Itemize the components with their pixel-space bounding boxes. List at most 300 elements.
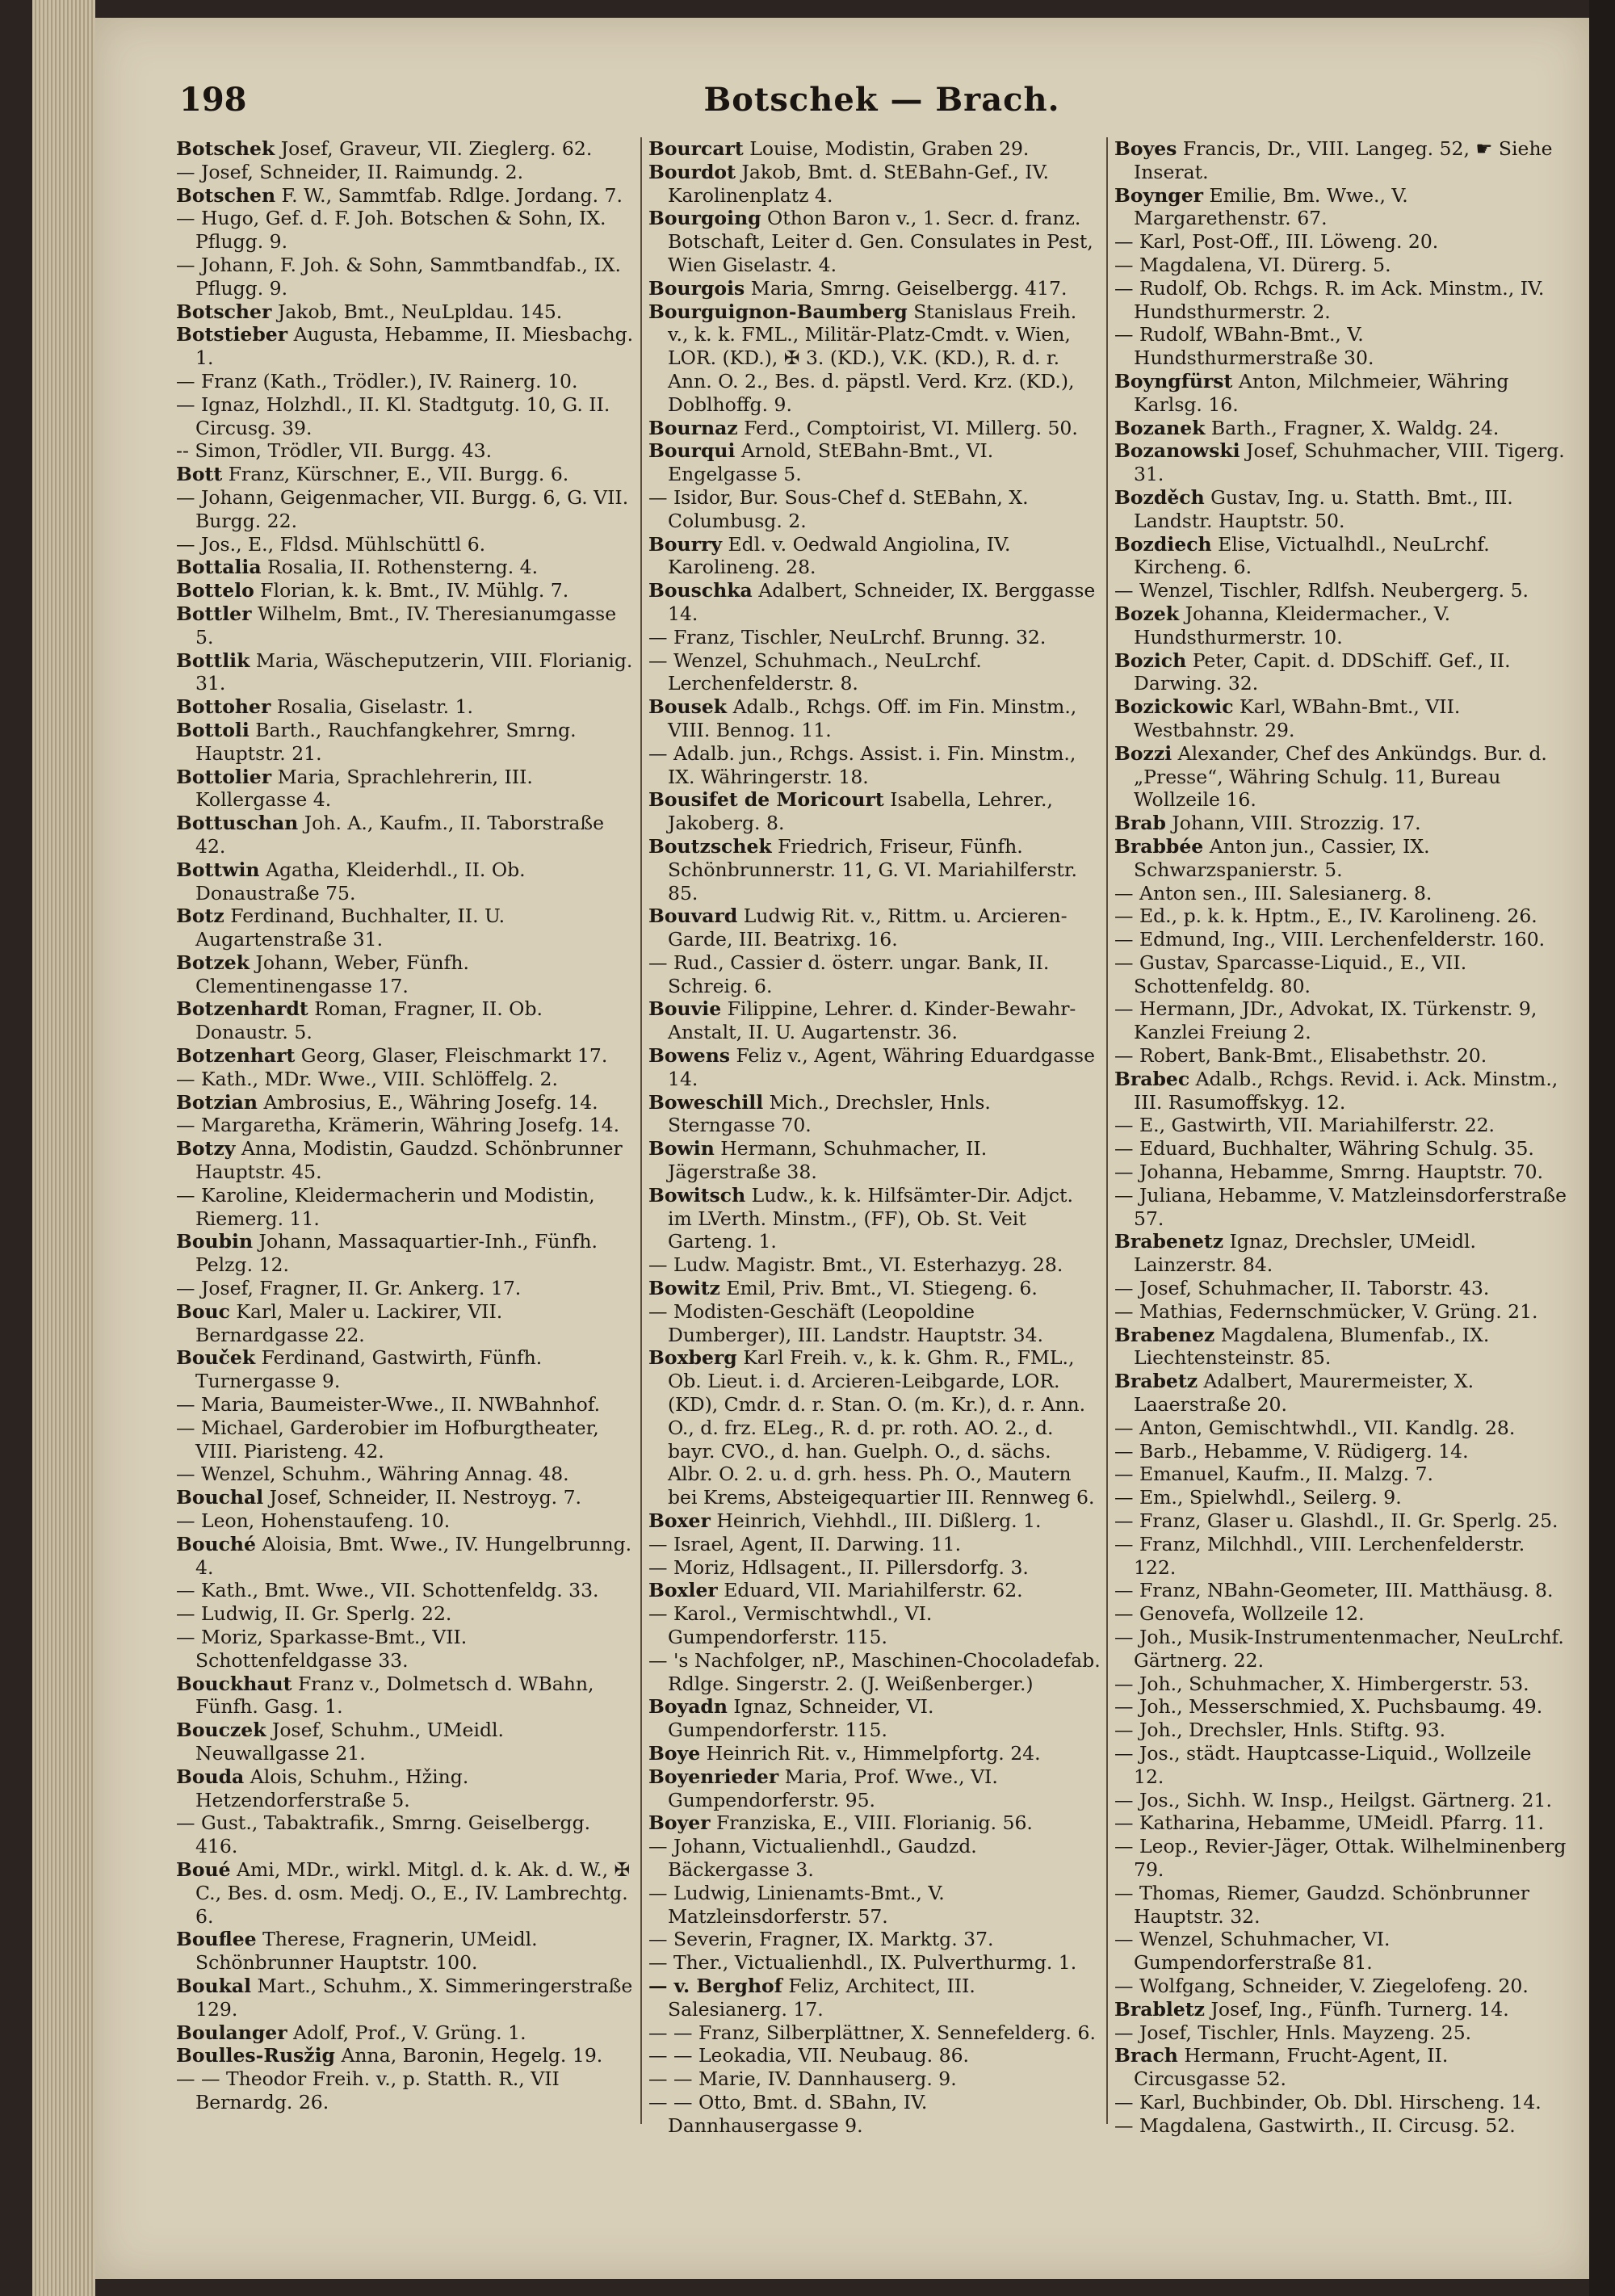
entry-details: — Josef, Tischler, Hnls. Mayzeng. 25.	[1114, 2021, 1472, 2044]
directory-entry	[1114, 2044, 1567, 2091]
directory-entry	[648, 2044, 1101, 2067]
entry-details: Ignaz, Schneider, VI. Gumpendorferstr. 115.	[668, 1695, 934, 1742]
entry-details: — Franz, NBahn-Geometer, III. Matthäusg. 8.	[1114, 1579, 1554, 1602]
entry-details: — Johann, Victualienhdl., Gaudzd. Bäckergasse 3.	[648, 1835, 977, 1881]
directory-entry	[176, 1486, 635, 1509]
directory-entry	[648, 1835, 1101, 1882]
entry-details: Alois, Schuhm., Hžing. Hetzendorferstraße 5.	[195, 1765, 469, 1811]
directory-entry	[648, 2091, 1101, 2138]
directory-entry	[176, 1114, 635, 1137]
entry-details: Edl. v. Oedwald Angiolina, IV. Karolineng. 28.	[668, 532, 1011, 579]
directory-entry	[1114, 137, 1567, 184]
directory-entry	[176, 323, 635, 370]
entry-surname: Botzek	[176, 951, 250, 974]
directory-entry	[176, 858, 635, 905]
entry-details: — Em., Spielwhdl., Seilerg. 9.	[1114, 1486, 1402, 1509]
entry-surname: Boué	[176, 1857, 231, 1881]
entry-surname: Botzian	[176, 1090, 258, 1114]
entry-details: Johanna, Kleidermacher., V. Hundsthurmerstr. 10.	[1134, 602, 1451, 649]
entry-details: — — Franz, Silberplättner, X. Sennefelderg. 6.	[648, 2021, 1096, 2044]
entry-details: Mich., Drechsler, Hnls. Sterngasse 70.	[668, 1090, 991, 1137]
entry-details: — Karl, Post-Off., III. Löweng. 20.	[1114, 230, 1439, 254]
entry-surname: Bourgoing	[648, 207, 761, 230]
directory-entry	[1114, 1975, 1567, 1998]
directory-entry	[176, 997, 635, 1044]
entry-surname: Botzy	[176, 1137, 236, 1161]
directory-entry	[648, 1811, 1101, 1835]
directory-entry	[176, 137, 635, 161]
directory-entry	[176, 1230, 635, 1277]
entry-surname: Brab	[1114, 812, 1166, 835]
entry-details: Alexander, Chef des Ankündgs. Bur. d. „Presse“, Währing Schulg. 11, Bureau Wollzeile 16.	[1134, 741, 1547, 812]
entry-details: — Franz, Tischler, NeuLrchf. Brunng. 32.	[648, 625, 1047, 649]
entry-surname: Boutzschek	[648, 834, 772, 858]
directory-entry	[176, 1184, 635, 1231]
directory-entry	[648, 417, 1101, 440]
directory-entry	[176, 1346, 635, 1393]
entry-surname: Bowitz	[648, 1277, 720, 1300]
entry-details: — Anton sen., III. Salesianerg. 8.	[1114, 881, 1433, 905]
directory-entry	[176, 719, 635, 766]
directory-entry	[176, 1300, 635, 1347]
directory-entry	[176, 1393, 635, 1417]
entry-details: Filippine, Lehrer. d. Kinder-Bewahr-Anstalt, II. U. Augartenstr. 36.	[668, 997, 1076, 1044]
entry-details: Maria, Prof. Wwe., VI. Gumpendorferstr. 95.	[668, 1765, 998, 1811]
entry-details: Maria, Sprachlehrerin, III. Kollergasse 4.	[195, 765, 533, 812]
entry-details: — Hugo, Gef. d. F. Joh. Botschen & Sohn, IX. Pflugg. 9.	[176, 207, 606, 254]
directory-entry	[176, 1463, 635, 1486]
directory-entry	[1114, 1928, 1567, 1975]
entry-surname: Boynger	[1114, 183, 1204, 207]
entry-details: — Israel, Agent, II. Darwing. 11.	[648, 1532, 962, 1555]
entry-surname: Bouchal	[176, 1486, 264, 1509]
directory-entry	[1114, 1509, 1567, 1533]
entry-details: Wilhelm, Bmt., IV. Theresianumgasse 5.	[195, 602, 617, 649]
directory-entry	[1114, 1695, 1567, 1719]
entry-details: Aloisia, Bmt. Wwe., IV. Hungelbrunng. 4.	[195, 1532, 632, 1579]
entry-details: — Rudolf, WBahn-Bmt., V. Hundsthurmerstraße 30.	[1114, 323, 1374, 370]
entry-surname: Bottolier	[176, 765, 272, 788]
directory-entry	[176, 1579, 635, 1602]
directory-entry	[1114, 2021, 1567, 2045]
directory-entry	[176, 1858, 635, 1928]
entry-details: Josef, Ing., Fünfh. Turnerg. 14.	[1204, 1997, 1509, 2021]
entry-details: Arnold, StEBahn-Bmt., VI. Engelgasse 5.	[668, 439, 994, 486]
directory-entry	[176, 1044, 635, 1068]
entry-surname: Bowitsch	[648, 1183, 746, 1207]
entry-surname: Bourgois	[648, 276, 745, 300]
entry-details: — Robert, Bank-Bmt., Elisabethstr. 20.	[1114, 1044, 1487, 1068]
entry-details: — Josef, Schuhmacher, II. Taborstr. 43.	[1114, 1277, 1490, 1300]
directory-entry	[648, 2021, 1101, 2045]
column-3	[1106, 137, 1567, 2137]
directory-entry	[176, 1626, 635, 1673]
entry-details: — — Marie, IV. Dannhauserg. 9.	[648, 2067, 957, 2091]
directory-entry	[1114, 951, 1567, 998]
entry-surname: Bouvie	[648, 997, 722, 1021]
entry-details: Friedrich, Friseur, Fünfh. Schönbrunnerstr. 11, G. VI. Mariahilferstr. 85.	[668, 834, 1077, 905]
entry-details: — Jos., städt. Hauptcasse-Liquid., Wollzeile 12.	[1114, 1741, 1532, 1788]
directory-entry	[176, 300, 635, 324]
entry-details: Adolf, Prof., V. Grüng. 1.	[287, 2021, 526, 2044]
entry-details: — Ed., p. k. k. Hptm., E., IV. Karolineng. 26.	[1114, 905, 1537, 928]
directory-entry	[648, 649, 1101, 696]
page-header	[179, 81, 1584, 129]
entry-details: — Ludw. Magistr. Bmt., VI. Esterhazyg. 28.	[648, 1253, 1063, 1277]
directory-entry	[176, 1719, 635, 1765]
entry-surname: Boyer	[648, 1811, 711, 1835]
entry-surname: Bottlik	[176, 649, 250, 672]
directory-entry	[176, 2067, 635, 2114]
entry-details: Elise, Victualhdl., NeuLrchf. Kircheng. 6.	[1134, 532, 1490, 579]
entry-details: Emil, Priv. Bmt., VI. Stiegeng. 6.	[719, 1277, 1038, 1300]
directory-entry	[176, 370, 635, 393]
directory-entry	[176, 393, 635, 440]
entry-details: — Johann, Geigenmacher, VII. Burgg. 6, G. VII. Burgg. 22.	[176, 485, 629, 532]
entry-details: — Franz, Glaser u. Glashdl., II. Gr. Sperlg. 25.	[1114, 1509, 1558, 1533]
directory-entry	[648, 695, 1101, 742]
entry-details: Georg, Glaser, Fleischmarkt 17.	[295, 1044, 608, 1068]
entry-details: Hermann, Frucht-Agent, II. Circusgasse 52.	[1134, 2044, 1449, 2091]
entry-details: Emilie, Bm. Wwe., V. Margarethenstr. 67.	[1134, 183, 1408, 230]
directory-entry	[1114, 439, 1567, 486]
directory-entry	[648, 951, 1101, 998]
entry-details: — Magdalena, VI. Dürerg. 5.	[1114, 253, 1391, 276]
entry-details: — Karol., Vermischtwhdl., VI. Gumpendorferstr. 115.	[648, 1602, 933, 1648]
directory-columns	[176, 137, 1567, 2137]
directory-entry	[1114, 2091, 1567, 2114]
directory-entry	[1114, 602, 1567, 649]
entry-surname: Brabetz	[1114, 1370, 1198, 1393]
directory-entry	[648, 1951, 1101, 1975]
entry-surname: Bowens	[648, 1044, 731, 1068]
entry-surname: Brabletz	[1114, 1997, 1205, 2021]
entry-surname: Boulles-Rusžig	[176, 2044, 335, 2067]
entry-surname: Bozickowic	[1114, 695, 1234, 719]
directory-entry	[1114, 1440, 1567, 1463]
entry-details: Josef, Graveur, VII. Zieglerg. 62.	[275, 137, 593, 160]
page-number: 198	[179, 81, 247, 119]
directory-entry	[648, 905, 1101, 951]
directory-entry	[648, 1300, 1101, 1347]
column-2	[640, 137, 1101, 2137]
directory-entry	[1114, 1579, 1567, 1602]
directory-entry	[1114, 1533, 1567, 1580]
directory-entry	[176, 1928, 635, 1975]
entry-details: — Emanuel, Kaufm., II. Malzg. 7.	[1114, 1463, 1434, 1486]
directory-entry	[176, 2021, 635, 2045]
entry-details: Augusta, Hebamme, II. Miesbachg. 1.	[195, 323, 634, 370]
entry-details: Karl Freih. v., k. k. Ghm. R., FML., Ob. Lieut. i. d. Arcieren-Leibgarde, LOR. (KD), Cmdr. d. r. Stan. O. (m. Kr.), d. r. Ann. O., d. frz. ELeg., R. d. pr. roth. AO. 2., d. bayr. CVO., d. han. Guelph. O., d. sächs. Albr. O. 2. u. d. grh. hess. Ph. O., Mautern bei Krems, Absteigequartier III. Rennweg 6.	[668, 1346, 1095, 1509]
directory-entry	[176, 1068, 635, 1091]
directory-entry	[648, 1765, 1101, 1812]
entry-surname: Bowin	[648, 1137, 715, 1161]
entry-details: — Hermann, JDr., Advokat, IX. Türkenstr. 9, Kanzlei Freiung 2.	[1114, 997, 1537, 1044]
directory-entry	[176, 207, 635, 254]
entry-surname: Bozdiech	[1114, 532, 1212, 556]
directory-entry	[176, 812, 635, 858]
entry-surname: Bouczek	[176, 1719, 266, 1742]
entry-details: — Johann, F. Joh. & Sohn, Sammtbandfab., IX. Pflugg. 9.	[176, 253, 621, 300]
entry-details: — Johanna, Hebamme, Smrng. Hauptstr. 70.	[1114, 1161, 1544, 1184]
directory-entry	[648, 300, 1101, 417]
directory-entry	[176, 2044, 635, 2067]
directory-entry	[1114, 1137, 1567, 1161]
entry-details: — Edmund, Ing., VIII. Lerchenfelderstr. 160.	[1114, 928, 1546, 951]
entry-details: — Eduard, Buchhalter, Währing Schulg. 35.	[1114, 1137, 1534, 1161]
entry-details: — Moriz, Sparkasse-Bmt., VII. Schottenfeldgasse 33.	[176, 1626, 468, 1672]
column-1	[176, 137, 635, 2124]
entry-details: Anna, Baronin, Hegelg. 19.	[334, 2044, 603, 2067]
entry-details: — Jos., E., Fldsd. Mühlschüttl 6.	[176, 532, 486, 556]
entry-surname: Bouček	[176, 1346, 256, 1370]
directory-entry	[176, 184, 635, 208]
entry-details: — Joh., Drechsler, Hnls. Stiftg. 93.	[1114, 1719, 1446, 1742]
entry-surname: Bottwin	[176, 858, 260, 881]
directory-entry	[648, 997, 1101, 1044]
entry-details: Peter, Capit. d. DDSchiff. Gef., II. Darwing. 32.	[1134, 649, 1511, 695]
entry-surname: Bottler	[176, 602, 252, 625]
entry-details: Rosalia, II. Rothensterng. 4.	[261, 556, 539, 579]
directory-entry	[1114, 882, 1567, 905]
directory-entry	[176, 1765, 635, 1812]
entry-surname: Bouflee	[176, 1928, 257, 1951]
entry-details: — Adalb. jun., Rchgs. Assist. i. Fin. Minstm., IX. Währingerstr. 18.	[648, 741, 1076, 788]
entry-details: — Katharina, Hebamme, UMeidl. Pfarrg. 11.	[1114, 1811, 1544, 1835]
entry-details: Anton jun., Cassier, IX. Schwarzspanierstr. 5.	[1134, 834, 1430, 881]
directory-entry	[1114, 1300, 1567, 1324]
entry-details: Anna, Modistin, Gaudzd. Schönbrunner Hauptstr. 45.	[195, 1137, 623, 1184]
entry-details: Ami, MDr., wirkl. Mitgl. d. k. Ak. d. W., ✠ C., Bes. d. osm. Medj. O., E., IV. Lambrechtg. 6.	[195, 1857, 631, 1928]
entry-details: — Joh., Messerschmied, X. Puchsbaumg. 49.	[1114, 1695, 1543, 1719]
entry-details: — Josef, Fragner, II. Gr. Ankerg. 17.	[176, 1277, 522, 1300]
directory-entry	[176, 1137, 635, 1184]
directory-entry	[176, 1811, 635, 1858]
entry-surname: Bousifet de Moricourt	[648, 788, 884, 812]
directory-entry	[1114, 1486, 1567, 1509]
directory-entry	[176, 1417, 635, 1463]
entry-details: — Ignaz, Holzhdl., II. Kl. Stadtgutg. 10, G. II. Circusg. 39.	[176, 392, 610, 439]
entry-details: — Leop., Revier-Jäger, Ottak. Wilhelminenberg 79.	[1114, 1835, 1567, 1881]
entry-surname: Bouvard	[648, 905, 738, 928]
directory-entry	[176, 439, 635, 463]
directory-entry	[1114, 1742, 1567, 1789]
directory-entry	[1114, 1811, 1567, 1835]
entry-surname: Bouckhaut	[176, 1672, 292, 1695]
entry-details: — — Otto, Bmt. d. SBahn, IV. Dannhausergasse 9.	[648, 2090, 928, 2137]
entry-details: — Moriz, Hdlsagent., II. Pillersdorfg. 3.	[648, 1555, 1029, 1579]
entry-details: Eduard, VII. Mariahilferstr. 62.	[717, 1579, 1023, 1602]
entry-details: Franz, Kürschner, E., VII. Burgg. 6.	[222, 463, 569, 486]
entry-details: Johann, VIII. Strozzig. 17.	[1165, 812, 1421, 835]
entry-surname: Boxer	[648, 1509, 711, 1533]
entry-surname: Boyenrieder	[648, 1765, 779, 1788]
entry-surname: Bourdot	[648, 160, 736, 183]
running-head: Botschek — Brach.	[703, 81, 1060, 119]
entry-details: — Joh., Musik-Instrumentenmacher, NeuLrchf. Gärtnerg. 22.	[1114, 1626, 1564, 1672]
entry-details: Feliz, Architect, III. Salesianerg. 17.	[668, 1974, 975, 2021]
entry-surname: Brabenez	[1114, 1323, 1215, 1346]
entry-surname: Bournaz	[648, 416, 738, 439]
directory-entry	[648, 137, 1101, 161]
entry-details: Rosalia, Giselastr. 1.	[271, 695, 474, 719]
entry-details: — Margaretha, Krämerin, Währing Josefg. 14.	[176, 1114, 620, 1137]
directory-entry	[1114, 835, 1567, 882]
entry-details: Karl, Maler u. Lackirer, VII. Bernardgasse 22.	[195, 1299, 503, 1346]
directory-entry	[176, 1091, 635, 1114]
entry-surname: Bottoli	[176, 718, 250, 741]
entry-details: Francis, Dr., VIII. Langeg. 52, ☛ Siehe Inserat.	[1134, 137, 1553, 183]
entry-surname: Bousek	[648, 695, 728, 719]
entry-details: Karl, WBahn-Bmt., VII. Westbahnstr. 29.	[1134, 695, 1461, 741]
directory-entry	[1114, 1998, 1567, 2021]
directory-entry	[648, 1695, 1101, 1742]
directory-entry	[648, 788, 1101, 835]
entry-details: Feliz v., Agent, Währing Eduardgasse 14.	[668, 1044, 1096, 1090]
entry-details: Adalb., Rchgs. Off. im Fin. Minstm., VIII. Bennog. 11.	[668, 695, 1077, 741]
entry-details: Josef, Schneider, II. Nestroyg. 7.	[263, 1486, 582, 1509]
entry-details: Barth., Rauchfangkehrer, Smrng. Hauptstr. 21.	[195, 718, 577, 765]
directory-entry	[1114, 254, 1567, 277]
directory-entry	[1114, 1370, 1567, 1417]
directory-entry	[176, 1277, 635, 1300]
entry-details: — Gustav, Sparcasse-Liquid., E., VII. Schottenfeldg. 80.	[1114, 951, 1467, 997]
entry-details: Hermann, Schuhmacher, II. Jägerstraße 38.	[668, 1137, 988, 1184]
directory-entry	[1114, 184, 1567, 231]
directory-entry	[648, 1044, 1101, 1091]
directory-entry	[176, 1975, 635, 2021]
directory-entry	[648, 1509, 1101, 1533]
directory-entry	[648, 1579, 1101, 1602]
entry-details: Heinrich Rit. v., Himmelpfortg. 24.	[700, 1741, 1041, 1765]
directory-entry	[648, 439, 1101, 486]
entry-details: Ludw., k. k. Hilfsämter-Dir. Adjct. im LVerth. Minstm., (FF), Ob. St. Veit Garteng. 1.	[668, 1183, 1073, 1253]
directory-entry	[1114, 1417, 1567, 1440]
entry-details: — 's Nachfolger, nP., Maschinen-Chocoladefab. Rdlge. Singerstr. 2. (J. Weißenberger.)	[648, 1648, 1101, 1695]
directory-entry	[176, 161, 635, 184]
entry-details: — Mathias, Federnschmücker, V. Grüng. 21.	[1114, 1299, 1538, 1323]
entry-details: — Karoline, Kleidermacherin und Modistin, Riemerg. 11.	[176, 1183, 595, 1230]
entry-details: — Wenzel, Schuhmach., NeuLrchf. Lerchenfelderstr. 8.	[648, 649, 982, 695]
entry-details: Ignaz, Drechsler, UMeidl. Lainzerstr. 84.	[1134, 1230, 1477, 1277]
entry-details: Agatha, Kleiderhdl., II. Ob. Donaustraße 75.	[195, 858, 526, 905]
directory-entry	[1114, 649, 1567, 696]
entry-surname: Boyadn	[648, 1695, 728, 1719]
directory-entry	[176, 1509, 635, 1533]
directory-entry	[1114, 1835, 1567, 1882]
directory-entry	[1114, 417, 1567, 440]
directory-entry	[1114, 533, 1567, 580]
directory-entry	[648, 1602, 1101, 1649]
directory-entry	[176, 579, 635, 602]
entry-details: Stanislaus Freih. v., k. k. FML., Militär-Platz-Cmdt. v. Wien, LOR. (KD.), ✠ 3. (KD.), V.K. (KD.), R. d. r. Ann. O. 2., Bes. d. päpstl. Verd. Krz. (KD.), Doblhoffg. 9.	[668, 300, 1077, 416]
entry-surname: Boxler	[648, 1579, 718, 1602]
entry-details: Jakob, Bmt., NeuLpldau. 145.	[271, 300, 563, 323]
entry-details: — Wenzel, Tischler, Rdlfsh. Neubergerg. 5.	[1114, 579, 1529, 602]
directory-entry	[648, 742, 1101, 789]
directory-entry	[648, 1253, 1101, 1277]
entry-details: — Barb., Hebamme, V. Rüdigerg. 14.	[1114, 1439, 1469, 1463]
directory-entry	[1114, 928, 1567, 951]
entry-details: — Thomas, Riemer, Gaudzd. Schönbrunner Hauptstr. 32.	[1114, 1881, 1529, 1928]
entry-details: — Magdalena, Gastwirth., II. Circusg. 52.	[1114, 2113, 1516, 2137]
directory-entry	[176, 254, 635, 300]
directory-entry	[1114, 277, 1567, 324]
directory-entry	[1114, 1184, 1567, 1231]
directory-entry	[176, 905, 635, 951]
directory-entry	[1114, 695, 1567, 742]
entry-details: — Jos., Sichh. W. Insp., Heilgst. Gärtnerg. 21.	[1114, 1788, 1552, 1811]
directory-entry	[1114, 905, 1567, 928]
directory-entry	[648, 579, 1101, 626]
entry-surname: Botschek	[176, 137, 275, 160]
entry-details: Othon Baron v., 1. Secr. d. franz. Botschaft, Leiter d. Gen. Consulates in Pest, Wien Giselastr. 4.	[668, 207, 1093, 276]
entry-details: — Rudolf, Ob. Rchgs. R. im Ack. Minstm., IV. Hundsthurmerstr. 2.	[1114, 276, 1545, 323]
entry-surname: Botscher	[176, 300, 272, 323]
entry-surname: Bouc	[176, 1299, 230, 1323]
entry-surname: Brabbée	[1114, 834, 1204, 858]
entry-details: — Kath., MDr. Wwe., VIII. Schlöffelg. 2.	[176, 1067, 558, 1090]
entry-details: Jakob, Bmt. d. StEBahn-Gef., IV. Karolinenplatz 4.	[668, 160, 1049, 207]
directory-entry	[176, 695, 635, 719]
directory-entry	[1114, 579, 1567, 602]
entry-surname: Bozich	[1114, 649, 1187, 672]
entry-surname: Boubin	[176, 1230, 254, 1253]
entry-surname: Brabec	[1114, 1067, 1190, 1090]
entry-details: — Isidor, Bur. Sous-Chef d. StEBahn, X. Columbusg. 2.	[648, 485, 1029, 532]
directory-entry	[1114, 486, 1567, 533]
entry-details: — Genovefa, Wollzeile 12.	[1114, 1602, 1365, 1626]
directory-entry	[648, 1556, 1101, 1580]
entry-details: Heinrich, Viehhdl., III. Dißlerg. 1.	[710, 1509, 1042, 1533]
entry-surname: Brabenetz	[1114, 1230, 1224, 1253]
directory-entry	[648, 1184, 1101, 1253]
entry-surname: Bourcart	[648, 137, 744, 160]
entry-surname: Bouschka	[648, 579, 753, 602]
entry-details: Maria, Wäscheputzerin, VIII. Florianig. 31.	[195, 649, 633, 695]
entry-surname: — v. Berghof	[648, 1974, 782, 1997]
directory-entry	[648, 835, 1101, 905]
directory-entry	[648, 486, 1101, 533]
entry-details: — Joh., Schuhmacher, X. Himbergerstr. 53.	[1114, 1672, 1529, 1695]
entry-surname: Botzenhart	[176, 1044, 296, 1068]
entry-details: — Josef, Schneider, II. Raimundg. 2.	[176, 160, 524, 183]
entry-surname: Bozek	[1114, 602, 1180, 625]
entry-surname: Bourqui	[648, 439, 736, 463]
entry-details: Johann, Massaquartier-Inh., Fünfh. Pelzg. 12.	[195, 1230, 598, 1277]
directory-entry	[1114, 812, 1567, 835]
entry-details: Franz v., Dolmetsch d. WBahn, Fünfh. Gasg. 1.	[195, 1672, 594, 1719]
directory-entry	[1114, 370, 1567, 417]
entry-details: — Wolfgang, Schneider, V. Ziegelofeng. 20.	[1114, 1974, 1529, 1997]
entry-surname: Bottalia	[176, 556, 262, 579]
entry-surname: Bourguignon-Baumberg	[648, 300, 908, 323]
directory-entry	[176, 1673, 635, 1719]
entry-details: Ludwig Rit. v., Rittm. u. Arcieren-Garde, III. Beatrixg. 16.	[668, 905, 1068, 951]
entry-surname: Bozanek	[1114, 416, 1206, 439]
entry-surname: Bott	[176, 463, 223, 486]
entry-details: — Severin, Fragner, IX. Marktg. 37.	[648, 1928, 994, 1951]
entry-details: F. W., Sammtfab. Rdlge. Jordang. 7.	[275, 183, 623, 207]
directory-entry	[648, 207, 1101, 276]
entry-details: Josef, Schuhm., UMeidl. Neuwallgasse 21.	[195, 1719, 504, 1765]
entry-details: — E., Gastwirth, VII. Mariahilferstr. 22.	[1114, 1114, 1495, 1137]
directory-entry	[648, 277, 1101, 300]
directory-entry	[1114, 997, 1567, 1044]
entry-details: Josef, Schuhmacher, VIII. Tigerg. 31.	[1134, 439, 1565, 486]
directory-entry	[176, 1533, 635, 1580]
entry-details: Louise, Modistin, Graben 29.	[743, 137, 1030, 160]
